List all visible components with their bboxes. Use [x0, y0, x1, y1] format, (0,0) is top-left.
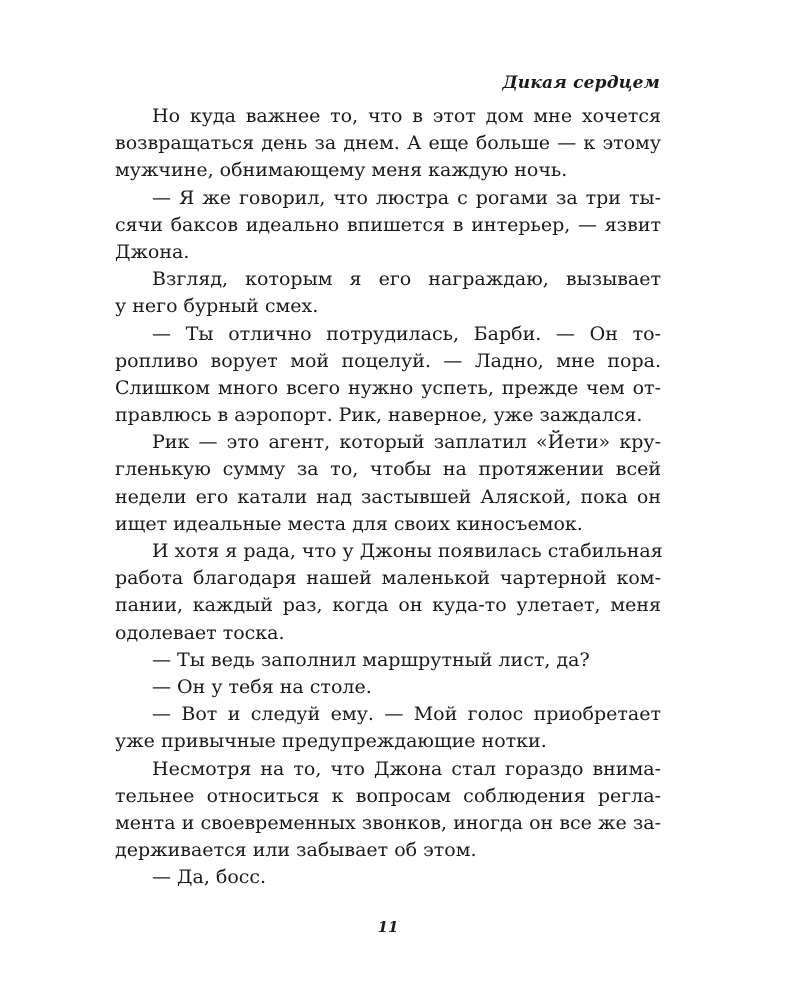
text-line: у него бурный смех.	[115, 295, 319, 318]
text-line: ищет идеальные места для своих киносъемок.	[115, 512, 583, 535]
page-number: 11	[377, 918, 399, 936]
text-line: — Ты ведь заполнил маршрутный лист, да?	[152, 648, 590, 671]
text-line: — Я же говорил, что люстра с рогами за три ты-	[152, 186, 661, 209]
text-line: И хотя я рада, что у Джоны появилась стабильная	[152, 540, 663, 562]
text-line: сячи баксов идеально впишется в интерьер, — язвит	[115, 213, 661, 236]
text-line: недели его катали над застывшей Аляской, пока он	[115, 485, 661, 508]
text-line: — Вот и следуй ему. — Мой голос приобретает	[152, 703, 661, 726]
text-line: Несмотря на то, что Джона стал гораздо внима-	[152, 757, 661, 780]
body-text	[115, 103, 661, 891]
text-line: мужчине, обнимающему меня каждую ночь.	[115, 159, 568, 182]
text-line: держивается или забывает об этом.	[115, 839, 477, 862]
text-line: мента и своевременных звонков, иногда он все же за-	[115, 811, 661, 834]
text-line: ропливо ворует мой поцелуй. — Ладно, мне пора.	[115, 349, 661, 372]
text-line: Слишком много всего нужно успеть, прежде чем от-	[115, 376, 661, 399]
text-line: возвращаться день за днем. А еще больше — к этому	[115, 132, 661, 155]
text-line: тельнее относиться к вопросам соблюдения регла-	[115, 784, 661, 807]
text-line: Джона.	[115, 240, 190, 263]
text-line: работа благодаря нашей маленькой чартерной ком-	[115, 567, 661, 590]
text-line: правлюсь в аэропорт. Рик, наверное, уже заждался.	[115, 404, 643, 427]
running-header-title: Дикая сердцем	[502, 73, 660, 93]
text-line: — Да, босс.	[152, 866, 267, 889]
text-line: Рик — это агент, который заплатил «Йети» кру-	[152, 431, 661, 454]
text-line: Но куда важнее то, что в этот дом мне хочется	[152, 105, 661, 127]
text-line: гленькую сумму за то, чтобы на протяжении всей	[115, 458, 661, 481]
text-line: — Ты отлично потрудилась, Барби. — Он то-	[152, 322, 661, 345]
text-line: уже привычные предупреждающие нотки.	[115, 730, 547, 753]
text-line: Взгляд, которым я его награждаю, вызывает	[152, 268, 661, 291]
text-line: — Он у тебя на столе.	[152, 675, 372, 698]
text-line: пании, каждый раз, когда он куда-то улетает, меня	[115, 594, 661, 617]
text-line: одолевает тоска.	[115, 621, 285, 644]
